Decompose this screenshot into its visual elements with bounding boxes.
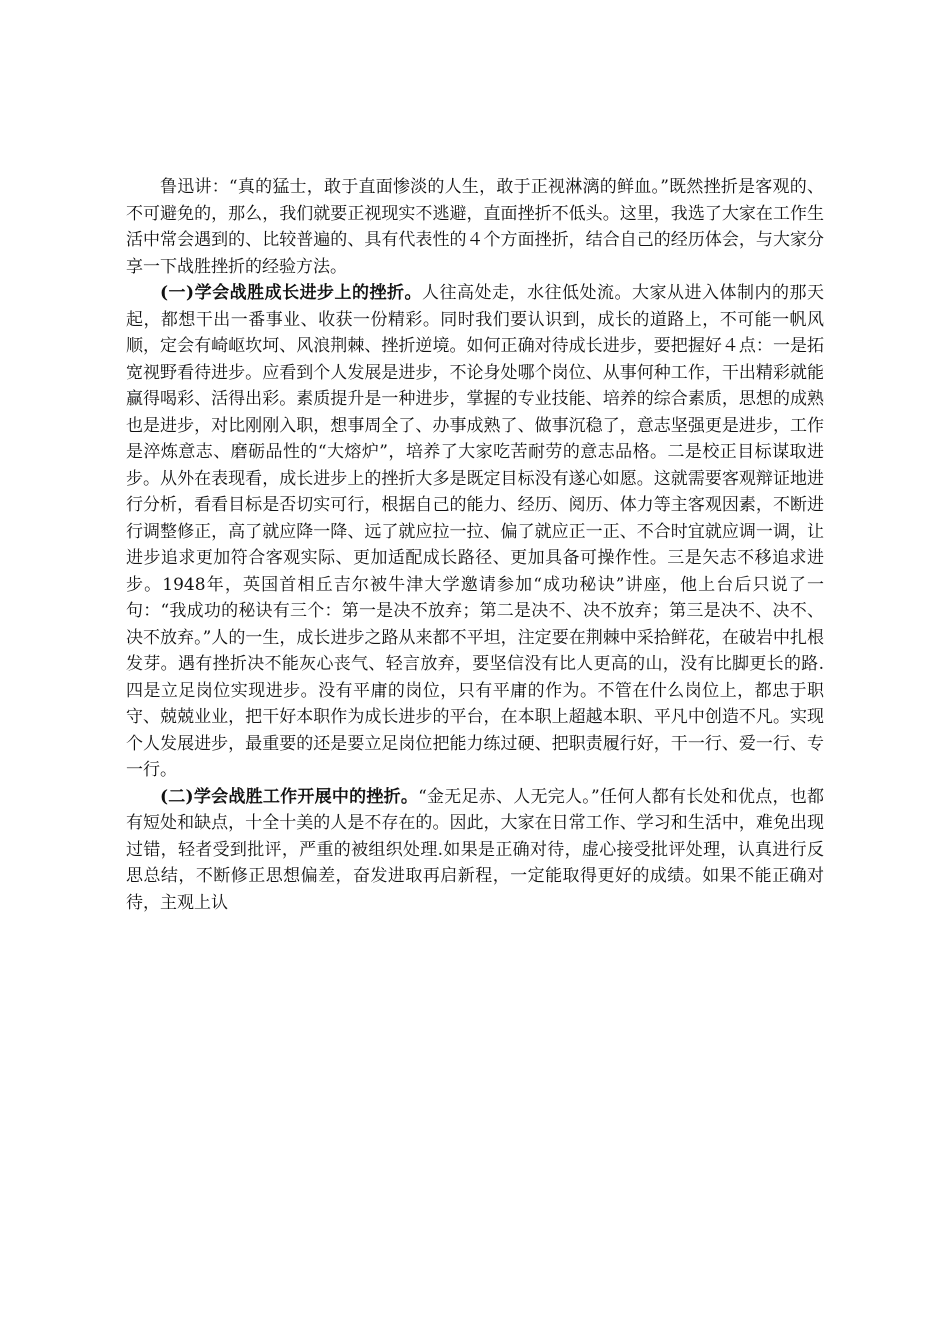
section-2-heading: (二)学会战胜工作开展中的挫折。 [160,786,419,807]
section-1-text: 人往高处走，水往低处流。大家从进入体制内的那天起，都想干出一番事业、收获一份精彩。同时我们要认识到，成长的道路上，不可能一帆风顺，定会有崎岖坎坷、风浪荆棘、挫折逆境。如何正确对待成长进步，要把握好４点：一是拓宽视野看待进步。应看到个人发展是进步，不论身处哪个岗位、从事何种工作，干出精彩就能赢得喝彩、活得出彩。素质提升是一种进步，掌握的专业技能、培养的综合素质，思想的成熟也是进步，对比刚刚入职，想事周全了、办事成熟了、做事沉稳了，意志坚强更是进步，工作是淬炼意志、磨砺品性的“大熔炉”，培养了大家吃苦耐劳的意志品格。二是校正目标谋取进步。从外在表现看，成长进步上的挫折大多是既定目标没有遂心如愿。这就需要客观辩证地进行分析，看看目标是否切实可行，根据自己的能力、经历、阅历、体力等主客观因素，不断进行调整修正，高了就应降一降、远了就应拉一拉、偏了就应正一正、不合时宜就应调一调，让进步追求更加符合客观实际、更加适配成长路径、更加具备可操作性。三是矢志不移追求进步。1948年，英国首相丘吉尔被牛津大学邀请参加“成功秘诀”讲座，他上台后只说了一句：“我成功的秘诀有三个：第一是决不放弃；第二是决不、决不放弃；第三是决不、决不、决不放弃。”人的一生，成长进步之路从来都不平坦，注定要在荆棘中采拾鲜花，在破岩中扎根发芽。遇有挫折决不能灰心丧气、轻言放弃，要坚信没有比人更高的山，没有比脚更长的路.四是立足岗位实现进步。没有平庸的岗位，只有平庸的作为。不管在什么岗位上，都忠于职守、兢兢业业，把干好本职作为成长进步的平台，在本职上超越本职、平凡中创造不凡。实现个人发展进步，最重要的还是要立足岗位把能力练过硬、把职责履行好，干一行、爱一行、专一行。 [126,283,824,780]
intro-text: 鲁迅讲：“真的猛士，敢于直面惨淡的人生，敢于正视淋漓的鲜血。”既然挫折是客观的、不可避免的，那么，我们就要正视现实不逃避，直面挫折不低头。这里，我选了大家在工作生活中常会遇到的、比较普遍的、具有代表性的４个方面挫折，结合自己的经历体会，与大家分享一下战胜挫折的经验方法。 [126,177,824,277]
section-1-heading: (一)学会战胜成长进步上的挫折。 [160,283,423,303]
intro-paragraph [126,174,824,280]
section-2-paragraph [126,784,824,917]
section-1-paragraph [126,280,824,784]
document-body [126,174,824,916]
section-2-text: “金无足赤、人无完人。”任何人都有长处和优点，也都有短处和缺点，十全十美的人是不存在的。因此，大家在日常工作、学习和生活中，难免出现过错，轻者受到批评，严重的被组织处理.如果是正确对待，虚心接受批评处理，认真进行反思总结，不断修正思想偏差，奋发进取再启新程，一定能取得更好的成绩。如果不能正确对待，主观上认 [126,786,824,913]
